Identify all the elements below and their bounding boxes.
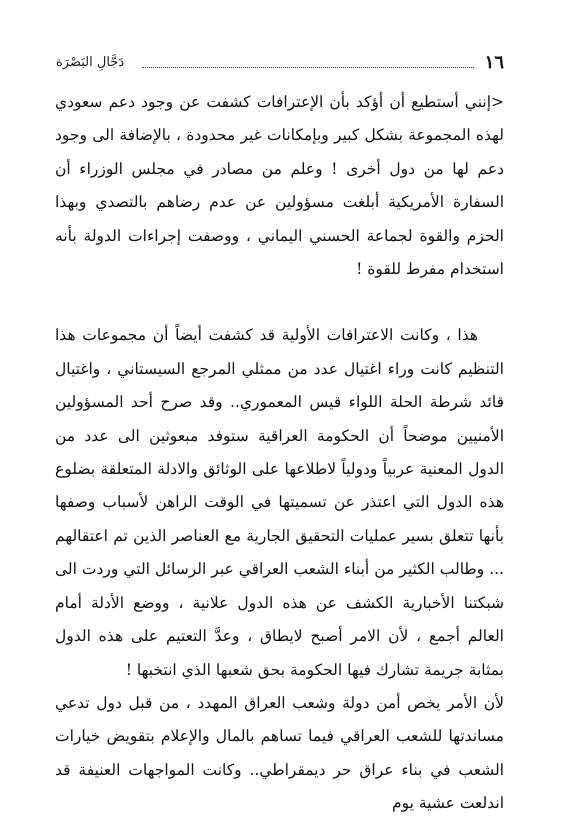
paragraph-1: <إنني أستطيع أن أؤكد بأن الإعترافات كشفت عن وجود دعم سعودي لهذه المجموعة بشكل كبير وبإمكانات غير محدودة ، بالإضافة الى وجود دعم لها من دول أخرى ! وعلم من مصادر في مجلس الوزراء أن السفارة الأمريكية أبلغت مسؤولين عن عدم رضاهم بالتصدي وبهذا الحزم والقوة لجماعة الحسني اليماني ، ووصفت إجراءات الدولة بأنه استخدام مفرط للقوة ! [55,93,504,279]
running-title: دَجَّالِ البَصْرَة [56,55,125,70]
page-number: ١٦ [484,52,504,73]
body-text [55,86,504,821]
paragraph-2: هذا ، وكانت الاعترافات الأولية قد كشفت أيضاً أن مجموعات هذا التنظيم كانت وراء اغتيال عدد من ممثلي المرجع السيستاني ، واغتيال قائد شرطة الحلة اللواء قيس المعموري.. وقد صرح أحد المسؤولين الأمنيين موضحاً أن الحكومة العراقية ستوفد مبعوثين الى عدد من الدول المعنية عربياً ودولياً لاطلاعها على الوثائق والادلة المتعلقة بضلوع هذه الدول التي اعتذر عن تسميتها في الوقت الراهن لأسباب وصفها بأنها تتعلق بسير عمليات التحقيق الجارية مع العناصر الذين تم اعتقالهم ... وطالب الكثير من أبناء الشعب العراقي عبر الرسائل التي وردت الى شبكتنا الأخبارية الكشف عن هذه الدول علانية ، ووضع الأدلة أمام العالم أجمع ، لأن الامر أصبح لايطاق ، وعدَّ التعتيم على هذه الدول بمثابة جريمة تشارك فيها الحكومة بحق شعبها الذي انتخبها ! [55,326,504,679]
paragraph-3: لأن الأمر يخص أمن دولة وشعب العراق المهدد ، من قبل دول تدعي مساندتها للشعب العراقي فيما تساهم بالمال والإعلام بتقويض خيارات الشعب في بناء عراق حر ديمقراطي.. وكانت المواجهات العنيفة قد اندلعت عشية يوم [55,693,504,813]
running-header [56,50,504,82]
paragraph-spacer [55,286,504,319]
header-dotted-rule [142,67,474,68]
